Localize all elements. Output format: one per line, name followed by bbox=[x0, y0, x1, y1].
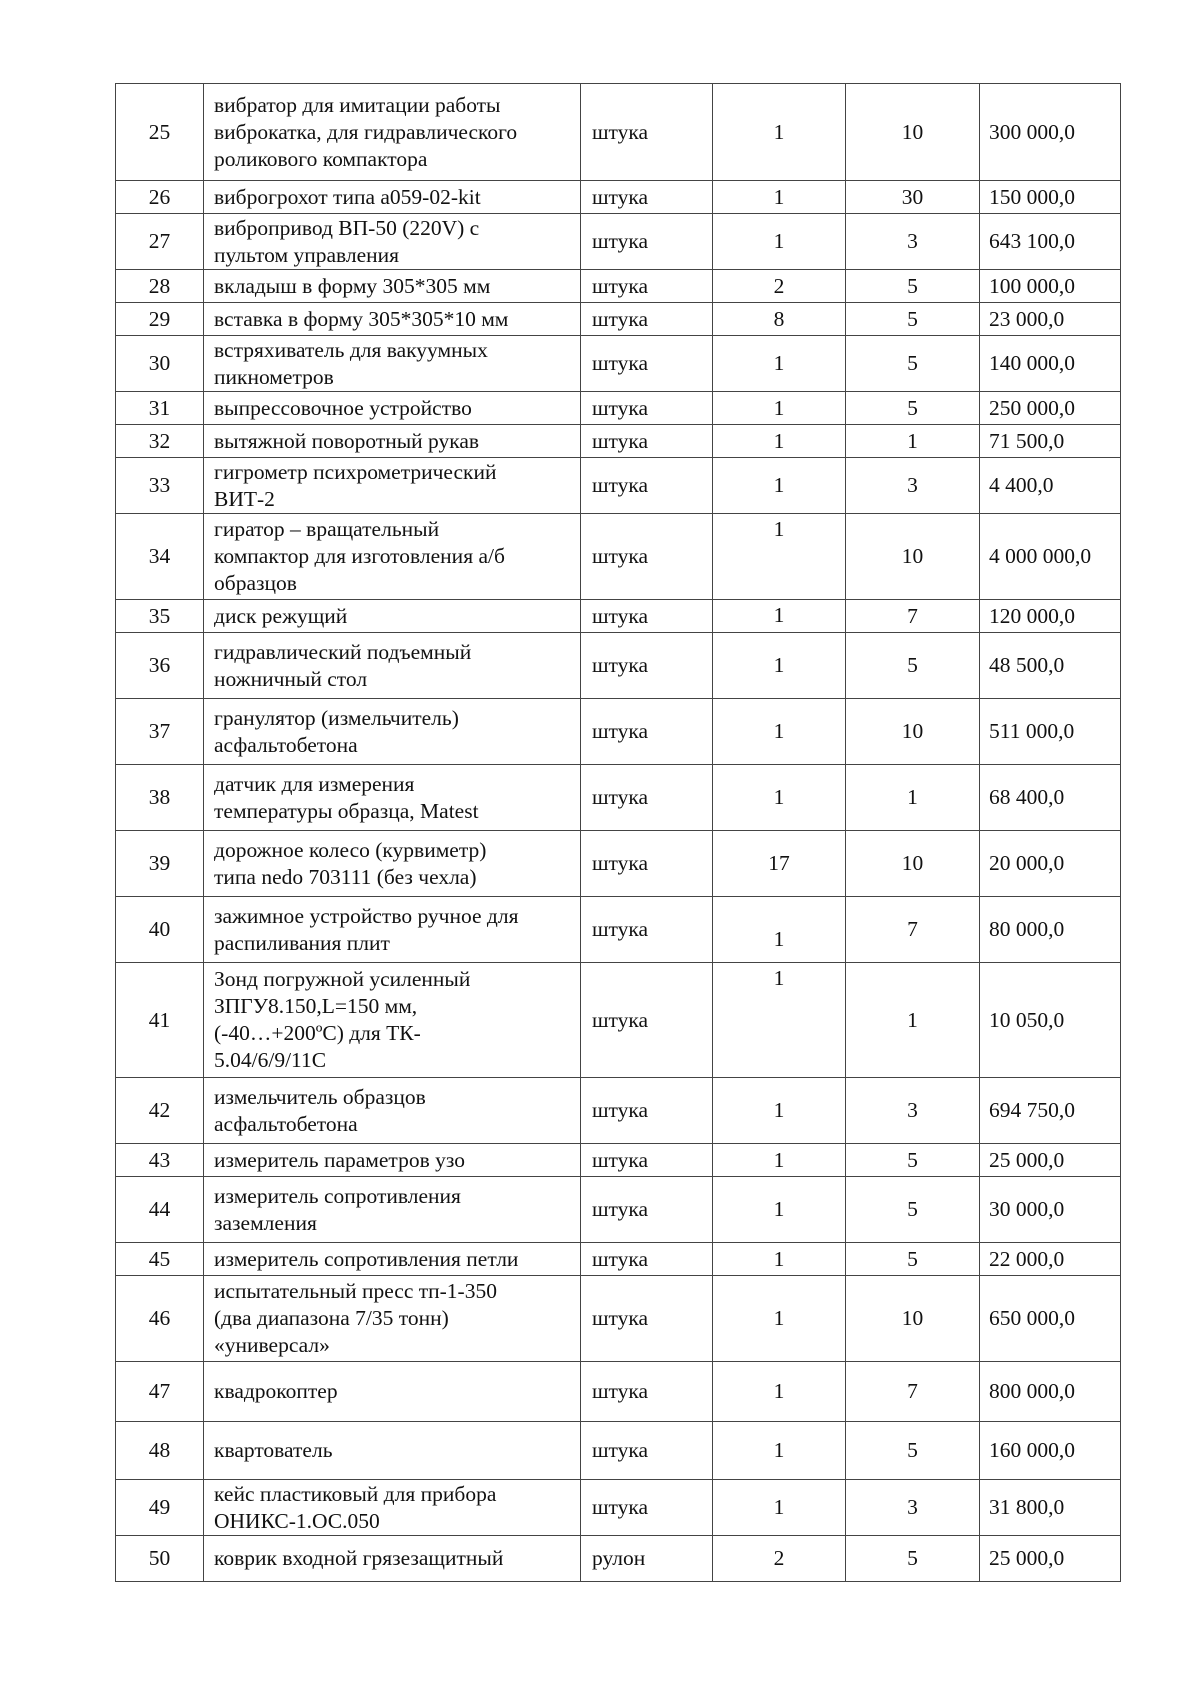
term-cell: 7 bbox=[846, 1362, 980, 1422]
item-name-line: испытательный пресс тп-1-350 bbox=[214, 1279, 497, 1303]
item-name-line: ножничный стол bbox=[214, 666, 368, 691]
table-row bbox=[116, 458, 1121, 514]
item-name-line: типа nedo 703111 (без чехла) bbox=[214, 864, 477, 889]
unit-cell: штука bbox=[581, 214, 713, 270]
item-name-line: измельчитель образцов bbox=[214, 1084, 426, 1109]
quantity-cell: 1 bbox=[713, 765, 846, 831]
price-cell: 160 000,0 bbox=[980, 1422, 1121, 1480]
item-name-line: распиливания плит bbox=[214, 930, 390, 955]
item-name-line: (два диапазона 7/35 тонн) bbox=[214, 1306, 449, 1330]
item-name-line: гигрометр психрометрический bbox=[214, 459, 497, 484]
item-name-cell bbox=[204, 765, 581, 831]
item-name-cell bbox=[204, 1177, 581, 1243]
item-name-cell bbox=[204, 699, 581, 765]
table-row bbox=[116, 214, 1121, 270]
item-name-line: «универсал» bbox=[214, 1333, 330, 1357]
term-cell: 10 bbox=[846, 699, 980, 765]
item-name-cell bbox=[204, 392, 581, 425]
row-number: 38 bbox=[116, 765, 204, 831]
row-number: 41 bbox=[116, 963, 204, 1078]
unit-cell: штука bbox=[581, 765, 713, 831]
quantity-cell: 1 bbox=[713, 963, 846, 1078]
item-name-line: измеритель сопротивления bbox=[214, 1183, 461, 1208]
price-cell: 20 000,0 bbox=[980, 831, 1121, 897]
item-name-cell bbox=[204, 425, 581, 458]
item-name-line: образцов bbox=[214, 571, 297, 595]
item-name-line: ВИТ-2 bbox=[214, 486, 275, 511]
row-number: 35 bbox=[116, 600, 204, 633]
item-name-cell bbox=[204, 831, 581, 897]
item-name-line: дорожное колесо (курвиметр) bbox=[214, 837, 487, 862]
table-row bbox=[116, 1362, 1121, 1422]
table-row bbox=[116, 963, 1121, 1078]
row-number: 44 bbox=[116, 1177, 204, 1243]
price-cell: 650 000,0 bbox=[980, 1276, 1121, 1362]
item-name-line: вибратор для имитации работы bbox=[214, 92, 501, 117]
item-name-line: 5.04/6/9/11С bbox=[214, 1048, 327, 1072]
item-name-cell bbox=[204, 600, 581, 633]
row-number: 45 bbox=[116, 1243, 204, 1276]
table-row bbox=[116, 765, 1121, 831]
table-row bbox=[116, 270, 1121, 303]
row-number: 50 bbox=[116, 1536, 204, 1582]
unit-cell: штука bbox=[581, 514, 713, 600]
row-number: 37 bbox=[116, 699, 204, 765]
row-number: 25 bbox=[116, 84, 204, 181]
item-name-line: компактор для изготовления а/б bbox=[214, 544, 505, 568]
price-cell: 100 000,0 bbox=[980, 270, 1121, 303]
item-name-cell bbox=[204, 270, 581, 303]
unit-cell: штука bbox=[581, 1144, 713, 1177]
price-cell: 25 000,0 bbox=[980, 1536, 1121, 1582]
unit-cell: штука bbox=[581, 84, 713, 181]
quantity-cell: 1 bbox=[713, 1177, 846, 1243]
item-name-cell bbox=[204, 1362, 581, 1422]
item-name-line: виброгрохот типа а059-02-kit bbox=[214, 184, 481, 209]
item-name-cell bbox=[204, 1480, 581, 1536]
unit-cell: штука bbox=[581, 1276, 713, 1362]
item-name-line: вибропривод ВП-50 (220V) с bbox=[214, 215, 480, 240]
term-cell: 1 bbox=[846, 963, 980, 1078]
unit-cell: штука bbox=[581, 897, 713, 963]
price-cell: 4 000 000,0 bbox=[980, 514, 1121, 600]
price-cell: 150 000,0 bbox=[980, 181, 1121, 214]
item-name-cell bbox=[204, 1243, 581, 1276]
term-cell: 5 bbox=[846, 1422, 980, 1480]
item-name-cell bbox=[204, 897, 581, 963]
unit-cell: штука bbox=[581, 1177, 713, 1243]
price-cell: 80 000,0 bbox=[980, 897, 1121, 963]
item-name-line: зажимное устройство ручное для bbox=[214, 903, 519, 928]
row-number: 33 bbox=[116, 458, 204, 514]
item-name-line: пикнометров bbox=[214, 364, 334, 389]
quantity-cell: 1 bbox=[713, 336, 846, 392]
quantity-cell: 1 bbox=[713, 600, 846, 633]
item-name-cell bbox=[204, 303, 581, 336]
item-name-cell bbox=[204, 633, 581, 699]
quantity-cell: 1 bbox=[713, 1362, 846, 1422]
price-cell: 22 000,0 bbox=[980, 1243, 1121, 1276]
item-name-line: гранулятор (измельчитель) bbox=[214, 705, 459, 730]
unit-cell: штука bbox=[581, 270, 713, 303]
price-cell: 68 400,0 bbox=[980, 765, 1121, 831]
item-name-cell bbox=[204, 458, 581, 514]
row-number: 49 bbox=[116, 1480, 204, 1536]
price-cell: 694 750,0 bbox=[980, 1078, 1121, 1144]
unit-cell: штука bbox=[581, 1422, 713, 1480]
table-row bbox=[116, 336, 1121, 392]
table-row bbox=[116, 1422, 1121, 1480]
quantity-cell: 1 bbox=[713, 181, 846, 214]
row-number: 28 bbox=[116, 270, 204, 303]
term-cell: 1 bbox=[846, 765, 980, 831]
item-name-line: вкладыш в форму 305*305 мм bbox=[214, 273, 491, 298]
unit-cell: штука bbox=[581, 963, 713, 1078]
item-name-line: гидравлический подъемный bbox=[214, 639, 472, 664]
row-number: 34 bbox=[116, 514, 204, 600]
row-number: 47 bbox=[116, 1362, 204, 1422]
price-cell: 643 100,0 bbox=[980, 214, 1121, 270]
term-cell: 5 bbox=[846, 336, 980, 392]
price-cell: 140 000,0 bbox=[980, 336, 1121, 392]
unit-cell: штука bbox=[581, 831, 713, 897]
price-cell: 31 800,0 bbox=[980, 1480, 1121, 1536]
term-cell: 30 bbox=[846, 181, 980, 214]
table-row bbox=[116, 600, 1121, 633]
term-cell: 7 bbox=[846, 897, 980, 963]
item-name-line: кейс пластиковый для прибора bbox=[214, 1481, 497, 1506]
quantity-cell: 1 bbox=[713, 1276, 846, 1362]
table-row bbox=[116, 1177, 1121, 1243]
unit-cell: штука bbox=[581, 699, 713, 765]
item-name-cell bbox=[204, 1536, 581, 1582]
price-cell: 23 000,0 bbox=[980, 303, 1121, 336]
table-row bbox=[116, 633, 1121, 699]
quantity-cell: 1 bbox=[713, 514, 846, 600]
item-name-line: датчик для измерения bbox=[214, 771, 415, 796]
term-cell: 10 bbox=[846, 1276, 980, 1362]
row-number: 32 bbox=[116, 425, 204, 458]
item-name-line: заземления bbox=[214, 1210, 317, 1235]
item-name-line: Зонд погружной усиленный bbox=[214, 967, 471, 991]
term-cell: 5 bbox=[846, 392, 980, 425]
unit-cell: штука bbox=[581, 1078, 713, 1144]
row-number: 29 bbox=[116, 303, 204, 336]
item-name-line: коврик входной грязезащитный bbox=[214, 1546, 504, 1570]
item-name-line: измеритель параметров узо bbox=[214, 1147, 465, 1172]
table-row bbox=[116, 831, 1121, 897]
item-name-cell bbox=[204, 214, 581, 270]
table-row bbox=[116, 425, 1121, 458]
table-row bbox=[116, 699, 1121, 765]
price-cell: 800 000,0 bbox=[980, 1362, 1121, 1422]
quantity-cell: 1 bbox=[713, 699, 846, 765]
item-name-cell bbox=[204, 1276, 581, 1362]
item-name-cell bbox=[204, 181, 581, 214]
quantity-cell: 8 bbox=[713, 303, 846, 336]
row-number: 30 bbox=[116, 336, 204, 392]
item-name-line: температуры образца, Matest bbox=[214, 798, 479, 823]
term-cell: 10 bbox=[846, 84, 980, 181]
table-body bbox=[116, 84, 1121, 1582]
unit-cell: штука bbox=[581, 303, 713, 336]
item-name-line: диск режущий bbox=[214, 603, 348, 628]
item-name-line: гиратор – вращательный bbox=[214, 517, 440, 541]
term-cell: 10 bbox=[846, 514, 980, 600]
item-name-cell bbox=[204, 1078, 581, 1144]
row-number: 42 bbox=[116, 1078, 204, 1144]
item-name-line: вытяжной поворотный рукав bbox=[214, 428, 480, 453]
unit-cell: рулон bbox=[581, 1536, 713, 1582]
quantity-cell: 1 bbox=[713, 1480, 846, 1536]
row-number: 27 bbox=[116, 214, 204, 270]
item-name-line: вставка в форму 305*305*10 мм bbox=[214, 306, 509, 331]
item-name-cell bbox=[204, 963, 581, 1078]
unit-cell: штука bbox=[581, 1243, 713, 1276]
item-name-line: асфальтобетона bbox=[214, 1111, 358, 1136]
row-number: 40 bbox=[116, 897, 204, 963]
row-number: 46 bbox=[116, 1276, 204, 1362]
table-row bbox=[116, 1144, 1121, 1177]
price-cell: 30 000,0 bbox=[980, 1177, 1121, 1243]
unit-cell: штука bbox=[581, 600, 713, 633]
item-name-cell bbox=[204, 1144, 581, 1177]
quantity-cell: 1 bbox=[713, 214, 846, 270]
table-row bbox=[116, 1276, 1121, 1362]
table-row bbox=[116, 514, 1121, 600]
unit-cell: штука bbox=[581, 336, 713, 392]
item-name-line: квадрокоптер bbox=[214, 1379, 338, 1403]
term-cell: 5 bbox=[846, 1243, 980, 1276]
term-cell: 5 bbox=[846, 1536, 980, 1582]
term-cell: 3 bbox=[846, 1078, 980, 1144]
item-name-line: роликового компактора bbox=[214, 146, 428, 171]
item-name-line: квартователь bbox=[214, 1438, 333, 1462]
equipment-table bbox=[115, 83, 1121, 1582]
item-name-line: измеритель сопротивления петли bbox=[214, 1246, 519, 1271]
term-cell: 5 bbox=[846, 270, 980, 303]
quantity-cell: 1 bbox=[713, 897, 846, 963]
quantity-cell: 1 bbox=[713, 458, 846, 514]
price-cell: 48 500,0 bbox=[980, 633, 1121, 699]
quantity-cell: 1 bbox=[713, 1144, 846, 1177]
item-name-line: (-40…+200ºС) для ТК- bbox=[214, 1021, 421, 1045]
item-name-cell bbox=[204, 336, 581, 392]
item-name-line: ЗПГУ8.150,L=150 мм, bbox=[214, 994, 418, 1018]
quantity-cell: 1 bbox=[713, 84, 846, 181]
unit-cell: штука bbox=[581, 425, 713, 458]
quantity-cell: 1 bbox=[713, 1243, 846, 1276]
price-cell: 71 500,0 bbox=[980, 425, 1121, 458]
unit-cell: штука bbox=[581, 633, 713, 699]
unit-cell: штука bbox=[581, 458, 713, 514]
price-cell: 4 400,0 bbox=[980, 458, 1121, 514]
term-cell: 3 bbox=[846, 214, 980, 270]
price-cell: 300 000,0 bbox=[980, 84, 1121, 181]
item-name-line: встряхиватель для вакуумных bbox=[214, 337, 488, 362]
quantity-cell: 1 bbox=[713, 425, 846, 458]
term-cell: 10 bbox=[846, 831, 980, 897]
row-number: 36 bbox=[116, 633, 204, 699]
term-cell: 5 bbox=[846, 303, 980, 336]
table-row bbox=[116, 1243, 1121, 1276]
unit-cell: штука bbox=[581, 1362, 713, 1422]
quantity-cell: 1 bbox=[713, 633, 846, 699]
item-name-line: пультом управления bbox=[214, 242, 400, 267]
unit-cell: штука bbox=[581, 392, 713, 425]
row-number: 31 bbox=[116, 392, 204, 425]
quantity-cell: 17 bbox=[713, 831, 846, 897]
quantity-cell: 1 bbox=[713, 392, 846, 425]
item-name-cell bbox=[204, 514, 581, 600]
term-cell: 5 bbox=[846, 633, 980, 699]
table-row bbox=[116, 303, 1121, 336]
row-number: 39 bbox=[116, 831, 204, 897]
row-number: 26 bbox=[116, 181, 204, 214]
term-cell: 7 bbox=[846, 600, 980, 633]
row-number: 43 bbox=[116, 1144, 204, 1177]
table-row bbox=[116, 392, 1121, 425]
quantity-cell: 1 bbox=[713, 1078, 846, 1144]
unit-cell: штука bbox=[581, 1480, 713, 1536]
row-number: 48 bbox=[116, 1422, 204, 1480]
item-name-cell bbox=[204, 84, 581, 181]
item-name-line: асфальтобетона bbox=[214, 732, 358, 757]
item-name-line: виброкатка, для гидравлического bbox=[214, 119, 518, 144]
price-cell: 250 000,0 bbox=[980, 392, 1121, 425]
item-name-line: ОНИКС-1.ОС.050 bbox=[214, 1508, 380, 1533]
term-cell: 1 bbox=[846, 425, 980, 458]
term-cell: 3 bbox=[846, 458, 980, 514]
quantity-cell: 2 bbox=[713, 1536, 846, 1582]
table-row bbox=[116, 181, 1121, 214]
quantity-cell: 1 bbox=[713, 1422, 846, 1480]
term-cell: 5 bbox=[846, 1177, 980, 1243]
price-cell: 511 000,0 bbox=[980, 699, 1121, 765]
term-cell: 3 bbox=[846, 1480, 980, 1536]
price-cell: 25 000,0 bbox=[980, 1144, 1121, 1177]
price-cell: 10 050,0 bbox=[980, 963, 1121, 1078]
table-row bbox=[116, 897, 1121, 963]
table-row bbox=[116, 1078, 1121, 1144]
unit-cell: штука bbox=[581, 181, 713, 214]
table-row bbox=[116, 84, 1121, 181]
price-cell: 120 000,0 bbox=[980, 600, 1121, 633]
item-name-cell bbox=[204, 1422, 581, 1480]
term-cell: 5 bbox=[846, 1144, 980, 1177]
table-row bbox=[116, 1480, 1121, 1536]
quantity-cell: 2 bbox=[713, 270, 846, 303]
table-row bbox=[116, 1536, 1121, 1582]
item-name-line: выпрессовочное устройство bbox=[214, 395, 472, 420]
